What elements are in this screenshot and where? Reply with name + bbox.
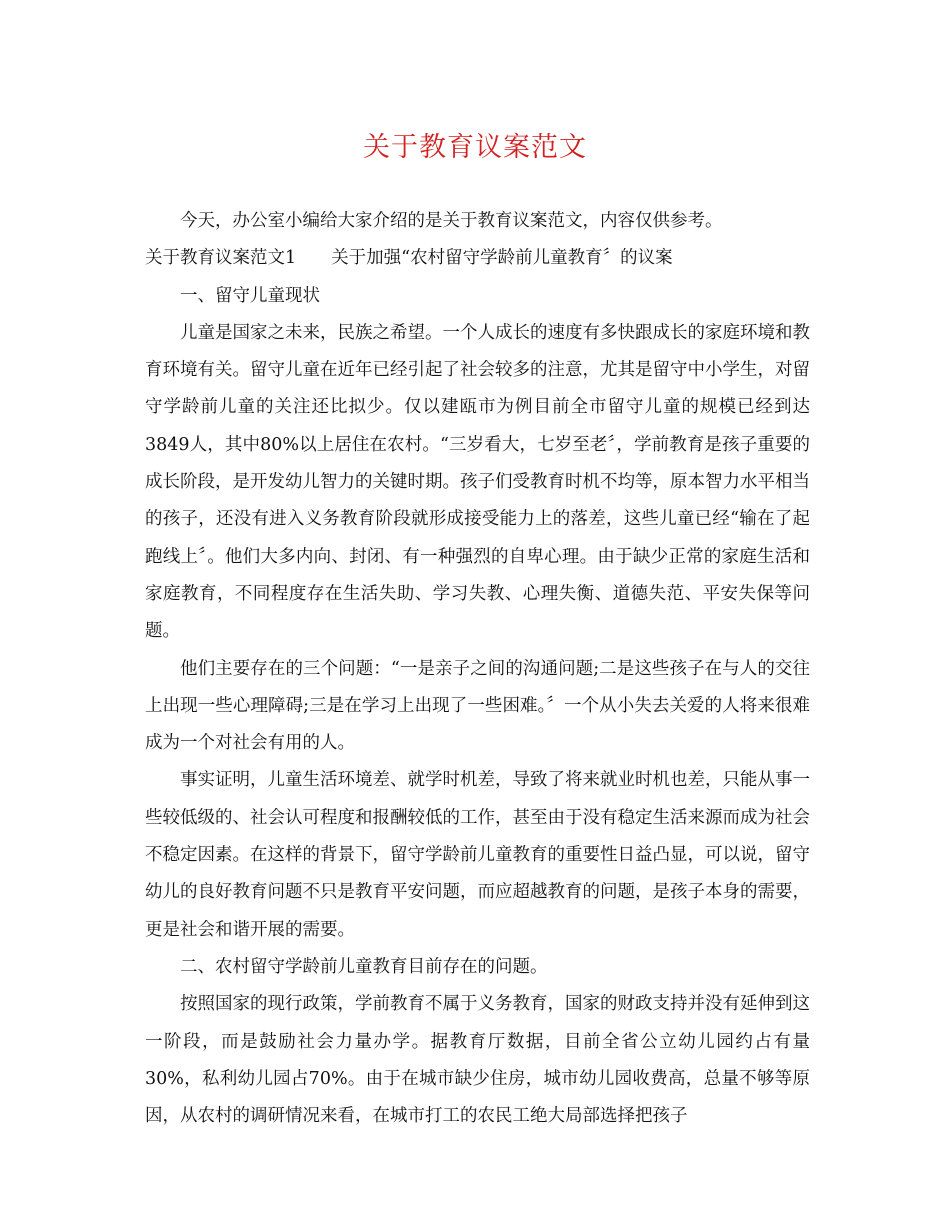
paragraph: 儿童是国家之未来，民族之希望。一个人成长的速度有多快跟成长的家庭环境和教育环境有关。留守儿童在近年已经引起了社会较多的注意，尤其是留守中小学生，对留守学龄前儿童的关注还比拟少。仅以建瓯市为例目前全市留守儿童的规模已经到达3849人，其中80%以上居住在农村。“三岁看大，七岁至老〞，学前教育是孩子重要的成长阶段，是开发幼儿智力的关键时期。孩子们受教育时机不均等，原本智力水平相当的孩子，还没有进入义务教育阶段就形成接受能力上的落差，这些儿童已经“输在了起跑线上〞。他们大多内向、封闭、有一种强烈的自卑心理。由于缺少正常的家庭生活和家庭教育，不同程度存在生活失助、学习失教、心理失衡、道德失范、平安失保等问题。 (145, 322, 810, 642)
paragraph: 事实证明，儿童生活环境差、就学时机差，导致了将来就业时机也差，只能从事一些较低级的、社会认可程度和报酬较低的工作，甚至由于没有稳定生活来源而成为社会不稳定因素。在这样的背景下，留守学龄前儿童教育的重要性日益凸显，可以说，留守幼儿的良好教育问题不只是教育平安问题，而应超越教育的问题，是孩子本身的需要，更是社会和谐开展的需要。 (145, 770, 810, 940)
document-title: 关于教育议案范文 (363, 132, 587, 163)
section-heading: 二、农村留守学龄前儿童教育目前存在的问题。 (180, 956, 548, 977)
section-heading: 一、留守儿童现状 (180, 285, 320, 306)
paragraph: 今天，办公室小编给大家介绍的是关于教育议案范文，内容仅供参考。 (180, 211, 723, 231)
document-body (145, 203, 810, 1135)
paragraph: 他们主要存在的三个问题：“一是亲子之间的沟通问题;二是这些孩子在与人的交往上出现一些心理障碍;三是在学习上出现了一些困难。〞一个从小失去关爱的人将来很难成为一个对社会有用的人。 (145, 658, 810, 754)
paragraph: 按照国家的现行政策，学前教育不属于义务教育，国家的财政支持并没有延伸到这一阶段，而是鼓励社会力量办学。据教育厅数据，目前全省公立幼儿园约占有量30%，私利幼儿园占70%。由于在城市缺少住房，城市幼儿园收费高，总量不够等原因，从农村的调研情况来看，在城市打工的农民工绝大局部选择把孩子 (145, 994, 810, 1127)
paragraph: 关于教育议案范文1 关于加强“农村留守学龄前儿童教育〞的议案 (145, 248, 673, 269)
